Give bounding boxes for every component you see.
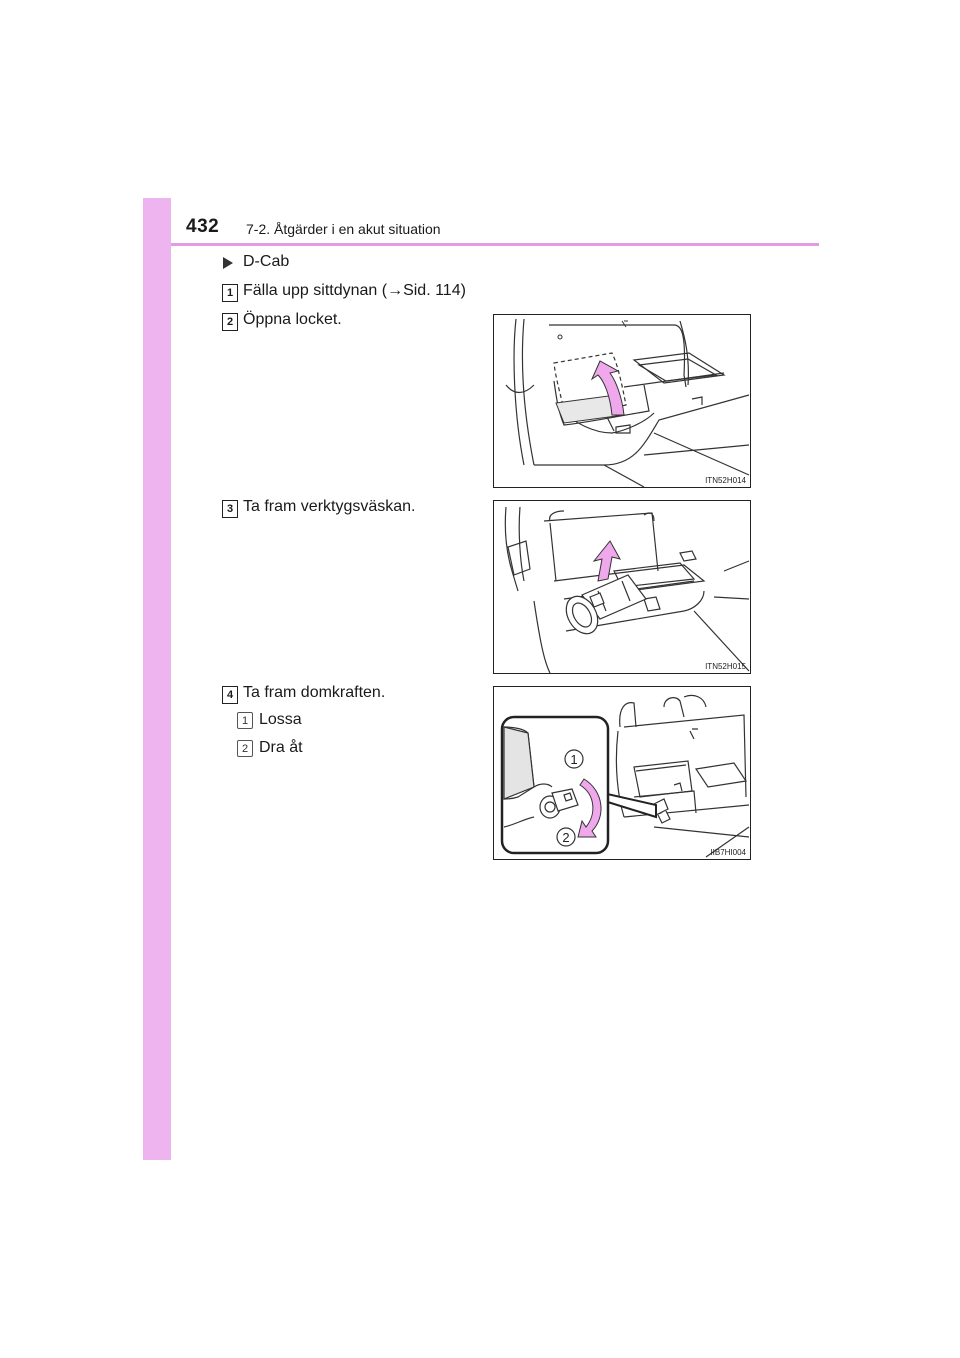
figure-tool-bag: [493, 500, 751, 674]
step-1-page-link[interactable]: Sid. 114): [403, 282, 466, 299]
step-1-text-prefix: Fälla upp sittdynan (: [243, 282, 388, 299]
substep-2-text: Dra åt: [259, 739, 303, 756]
step-3-text: Ta fram verktygsväskan.: [243, 498, 416, 515]
step-1-text: [243, 282, 466, 300]
step-badge-2: 2: [222, 313, 238, 331]
step-4-text: Ta fram domkraften.: [243, 684, 386, 701]
section-title: 7-2. Åtgärder i en akut situation: [246, 221, 441, 237]
header-rule: [171, 243, 819, 246]
substep-badge-1: 1: [237, 712, 253, 729]
jack-illustration: [494, 687, 750, 859]
substep-badge-2: 2: [237, 740, 253, 757]
tool-bag-illustration: [494, 501, 750, 673]
figure-code-2: ITN52H015: [705, 662, 746, 671]
step-badge-1: 1: [222, 284, 238, 302]
step-2-text: Öppna locket.: [243, 311, 342, 328]
figure-open-lid: [493, 314, 751, 488]
figure-code-3: IIB7HI004: [710, 848, 746, 857]
triangle-bullet-icon: [223, 257, 233, 269]
open-lid-illustration: [494, 315, 750, 487]
step-badge-4: 4: [222, 686, 238, 704]
page-number: 432: [186, 216, 220, 237]
step-badge-3: 3: [222, 500, 238, 518]
variant-label: D-Cab: [243, 253, 290, 270]
substep-1-text: Lossa: [259, 711, 302, 728]
callout-1: 1: [570, 752, 578, 767]
callout-2: 2: [562, 830, 570, 845]
right-arrow-icon: →: [387, 282, 404, 299]
figure-jack: [493, 686, 751, 860]
sidebar-tab: [143, 198, 171, 1160]
figure-code-1: ITN52H014: [705, 476, 746, 485]
